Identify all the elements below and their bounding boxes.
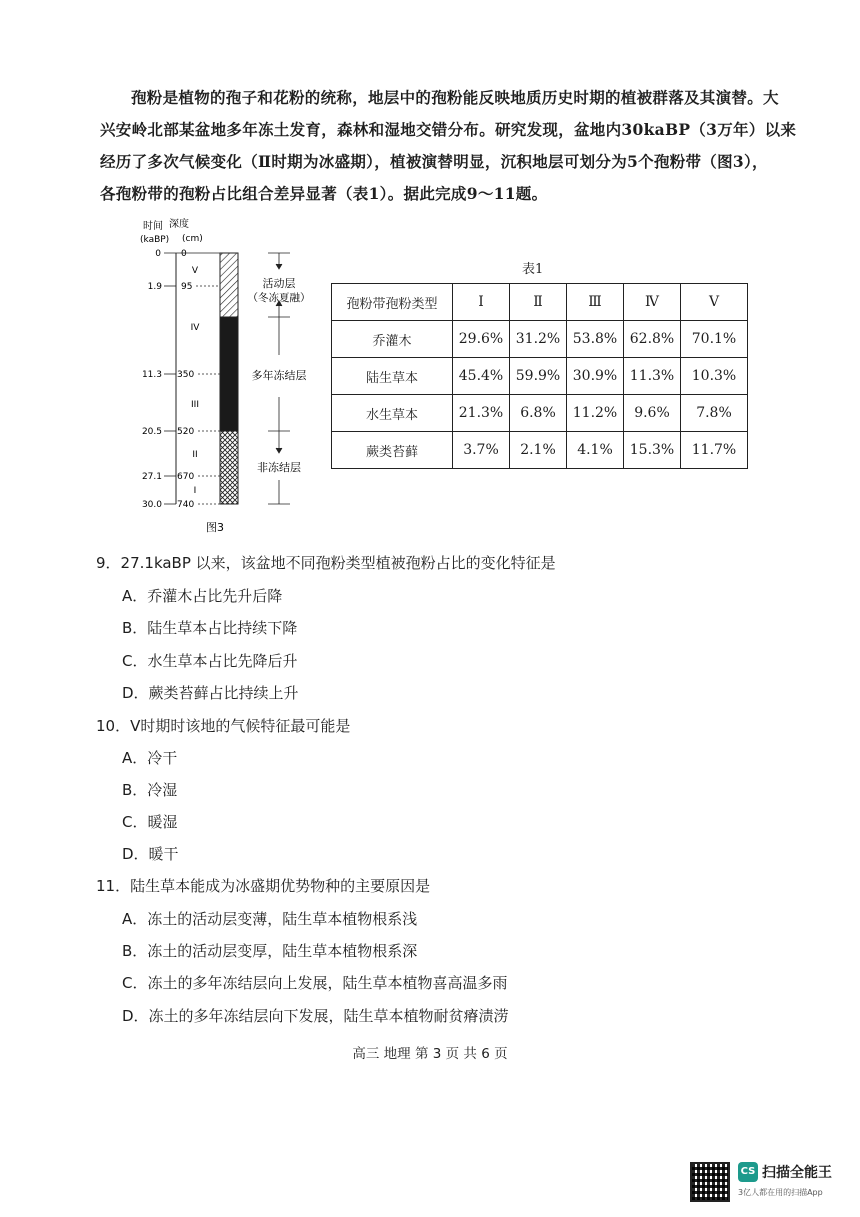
figure-label: 图3 xyxy=(206,521,224,534)
table-cell: 陆生草本 xyxy=(332,358,453,395)
time-3: 20.5 xyxy=(141,427,162,437)
table-cell: 70.1% xyxy=(681,321,748,358)
depth-0: 0 xyxy=(181,249,187,259)
question-11-option-b[interactable]: B．冻土的活动层变厚，陆生草本植物根系深 xyxy=(122,942,418,960)
table-header-cell: Ⅴ xyxy=(681,284,748,321)
question-9-stem: 9．27.1kaBP 以来，该盆地不同孢粉类型植被孢粉占比的变化特征是 xyxy=(96,554,556,572)
table-cell: 3.7% xyxy=(453,432,510,469)
question-11-stem: 11．陆生草本能成为冰盛期优势物种的主要原因是 xyxy=(96,877,431,895)
question-9-option-a[interactable]: A．乔灌木占比先升后降 xyxy=(122,587,283,605)
depth-1: 95 xyxy=(181,282,193,292)
time-1: 1.9 xyxy=(147,282,162,292)
table-cell: 9.6% xyxy=(624,395,681,432)
intro-paragraph xyxy=(100,82,800,210)
qr-code-icon xyxy=(690,1162,730,1202)
table-1-spore-pollen xyxy=(331,283,748,469)
time-unit: (kaBP) xyxy=(140,235,170,245)
depth-3: 520 xyxy=(177,427,195,437)
table-cell: 蕨类苔藓 xyxy=(332,432,453,469)
time-2: 11.3 xyxy=(141,370,162,380)
table-row xyxy=(332,358,748,395)
depth-unit: (cm) xyxy=(182,234,203,244)
question-11-option-c[interactable]: C．冻土的多年冻结层向上发展，陆生草本植物喜高温多雨 xyxy=(122,974,508,992)
table-cell: 53.8% xyxy=(567,321,624,358)
table-cell: 21.3% xyxy=(453,395,510,432)
time-5: 30.0 xyxy=(141,500,162,510)
time-0: 0 xyxy=(155,249,161,259)
scanner-watermark xyxy=(690,1158,850,1204)
zone-iv: IV xyxy=(190,323,200,333)
permafrost-label: 多年冻结层 xyxy=(251,369,307,382)
table-cell: 乔灌木 xyxy=(332,321,453,358)
table-cell: 30.9% xyxy=(567,358,624,395)
table-title: 表1 xyxy=(522,262,544,277)
intro-line-3: 经历了多次气候变化（Ⅱ时期为冰盛期），植被演替明显，沉积地层可划分为5个孢粉带（图3）， xyxy=(100,152,768,171)
zone-v: V xyxy=(191,266,199,276)
table-header-cell: Ⅲ xyxy=(567,284,624,321)
watermark-tagline: 3亿人都在用的扫描App xyxy=(738,1188,823,1197)
table-cell: 11.2% xyxy=(567,395,624,432)
table-header-cell: Ⅱ xyxy=(510,284,567,321)
intro-line-4: 各孢粉带的孢粉占比组合差异显著（表1）。据此完成9～11题。 xyxy=(100,184,548,203)
depth-header: 深度 xyxy=(169,219,189,230)
table-cell: 15.3% xyxy=(624,432,681,469)
question-10-stem: 10．Ⅴ时期时该地的气候特征最可能是 xyxy=(96,717,351,735)
time-4: 27.1 xyxy=(141,472,162,482)
watermark-app-name: 扫描全能王 xyxy=(762,1165,832,1181)
table-header-cell: Ⅳ xyxy=(624,284,681,321)
zone-ii: II xyxy=(192,450,198,460)
table-cell: 59.9% xyxy=(510,358,567,395)
cs-logo-icon: CS xyxy=(738,1162,758,1182)
question-10-option-c[interactable]: C．暖湿 xyxy=(122,813,178,831)
table-cell: 11.7% xyxy=(681,432,748,469)
question-9-option-d[interactable]: D．蕨类苔藓占比持续上升 xyxy=(122,684,299,702)
question-9-option-b[interactable]: B．陆生草本占比持续下降 xyxy=(122,619,298,637)
depth-2: 350 xyxy=(177,370,195,380)
table-row xyxy=(332,321,748,358)
zone-iii: III xyxy=(191,400,199,410)
table-header-row xyxy=(332,284,748,321)
table-cell: 45.4% xyxy=(453,358,510,395)
figure-3-stratigraphic-column xyxy=(140,215,325,540)
active-layer-note: （冬冻夏融） xyxy=(247,292,311,304)
question-11-option-d[interactable]: D．冻土的多年冻结层向下发展，陆生草本植物耐贫瘠渍涝 xyxy=(122,1007,509,1025)
table-cell: 62.8% xyxy=(624,321,681,358)
depth-5: 740 xyxy=(177,500,195,510)
page-footer: 高三 地理 第 3 页 共 6 页 xyxy=(352,1046,508,1062)
question-10-option-a[interactable]: A．冷干 xyxy=(122,749,178,767)
intro-line-2: 兴安岭北部某盆地多年冻土发育，森林和湿地交错分布。研究发现，盆地内30kaBP（3万年）以来 xyxy=(100,120,797,139)
question-10-option-b[interactable]: B．冷湿 xyxy=(122,781,178,799)
time-header: 时间 xyxy=(143,221,163,232)
table-cell: 29.6% xyxy=(453,321,510,358)
zone-i: I xyxy=(193,486,197,496)
table-cell: 4.1% xyxy=(567,432,624,469)
table-cell: 2.1% xyxy=(510,432,567,469)
table-cell: 31.2% xyxy=(510,321,567,358)
table-cell: 水生草本 xyxy=(332,395,453,432)
table-header-cell: Ⅰ xyxy=(453,284,510,321)
table-header-cell: 孢粉带孢粉类型 xyxy=(332,284,453,321)
question-10-option-d[interactable]: D．暖干 xyxy=(122,845,179,863)
table-row xyxy=(332,432,748,469)
question-9-option-c[interactable]: C．水生草本占比先降后升 xyxy=(122,652,298,670)
depth-4: 670 xyxy=(177,472,195,482)
table-cell: 10.3% xyxy=(681,358,748,395)
question-11-option-a[interactable]: A．冻土的活动层变薄，陆生草本植物根系浅 xyxy=(122,910,418,928)
table-cell: 7.8% xyxy=(681,395,748,432)
table-cell: 6.8% xyxy=(510,395,567,432)
table-row xyxy=(332,395,748,432)
unfrozen-label: 非冻结层 xyxy=(257,461,301,474)
intro-line-1: 孢粉是植物的孢子和花粉的统称，地层中的孢粉能反映地质历史时期的植被群落及其演替。大 xyxy=(131,88,779,107)
table-cell: 11.3% xyxy=(624,358,681,395)
active-layer-label: 活动层 xyxy=(262,277,296,290)
